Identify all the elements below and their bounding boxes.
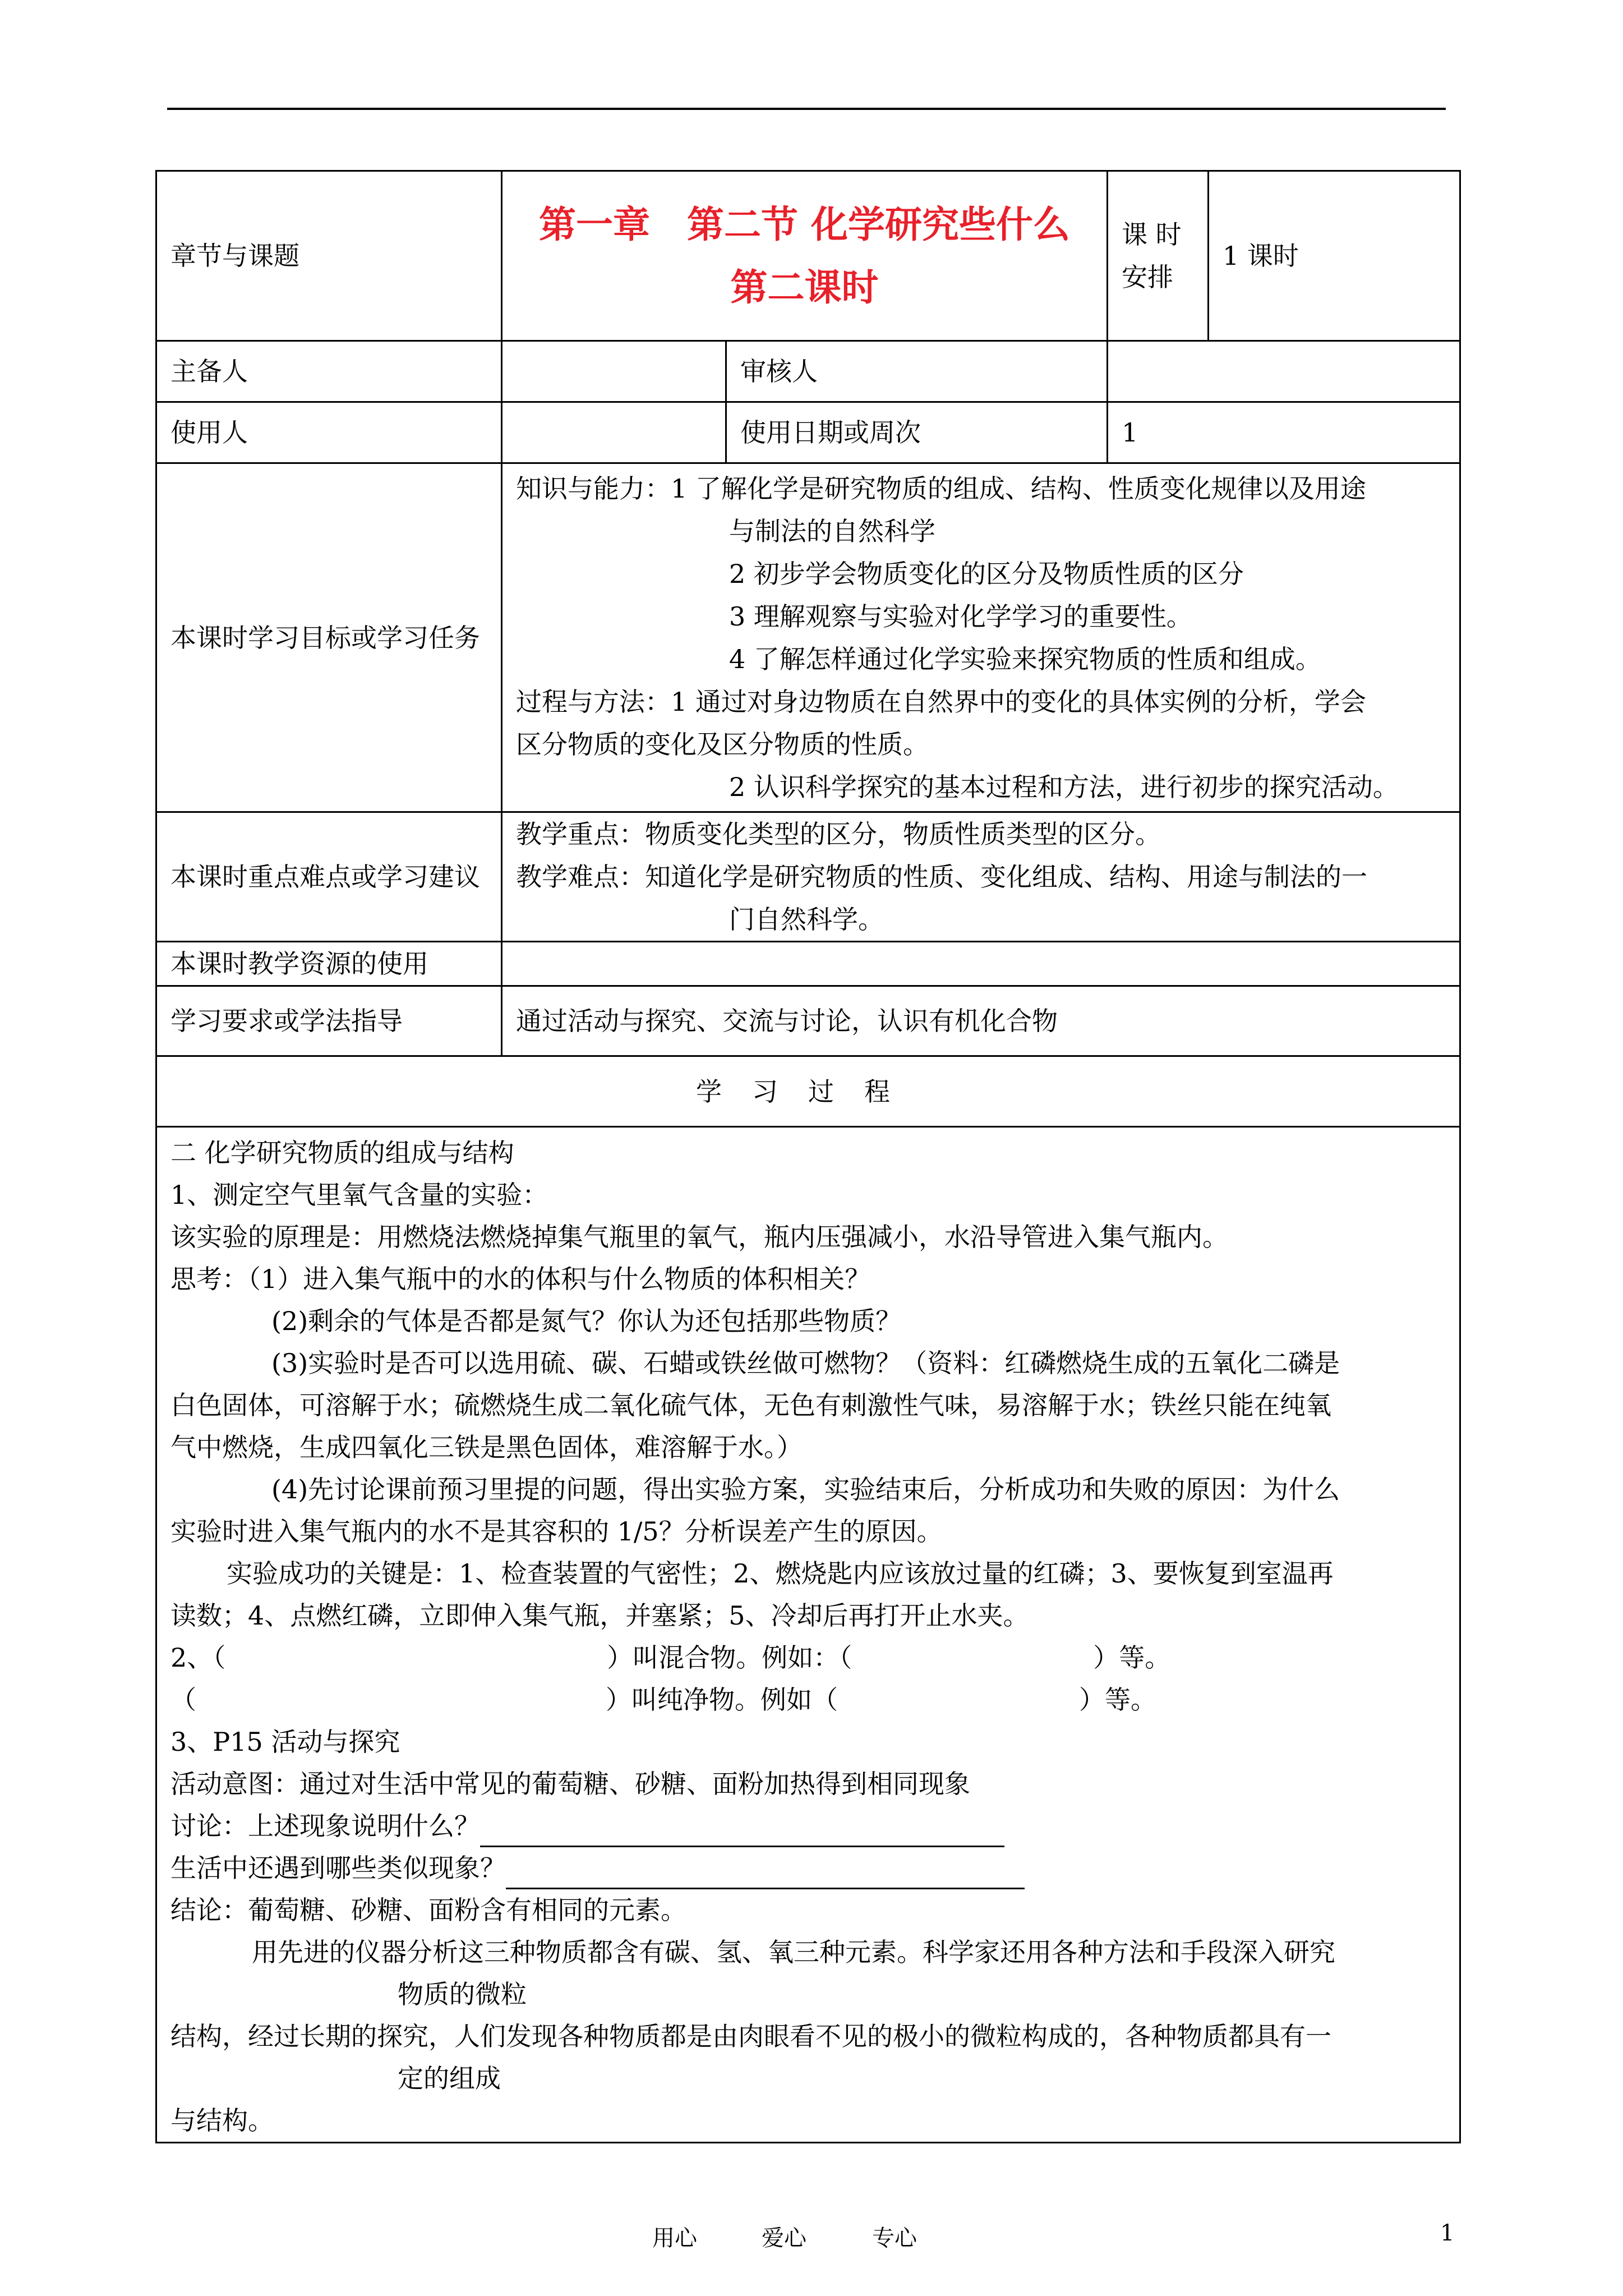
key-point-line: 教学重点：物质变化类型的区分，物质性质类型的区分。 — [516, 819, 1161, 849]
usage-date-value: 1 — [1108, 402, 1460, 463]
objective-line: 与制法的自然科学 — [729, 516, 935, 546]
process-line: 该实验的原理是：用燃烧法燃烧掉集气瓶里的氧气，瓶内压强减小，水沿导管进入集气瓶内。 — [170, 1222, 1228, 1252]
activity-title: 3、P15 活动与探究 — [170, 1727, 400, 1757]
preparer-label: 主备人 — [156, 341, 502, 402]
objective-line: 2 认识科学探究的基本过程和方法，进行初步的探究活动。 — [729, 771, 1399, 802]
row-preparer — [156, 341, 1460, 402]
life-answer-blank[interactable] — [506, 1856, 1025, 1889]
row-objectives — [156, 463, 1460, 812]
process-line: (4)先讨论课前预习里提的问题，得出实验方案，实验结束后，分析成功和失败的原因：为什么 — [271, 1474, 1340, 1504]
pure-prefix: （ — [170, 1685, 196, 1715]
reviewer-value — [1108, 341, 1460, 402]
guidance-label: 学习要求或学法指导 — [156, 986, 502, 1056]
pure-mid: ）叫纯净物。例如（ — [606, 1685, 838, 1715]
header-rule — [167, 108, 1446, 110]
process-tail-line: 用先进的仪器分析这三种物质都含有碳、氢、氧三种元素。科学家还用各种方法和手段深入研究 — [252, 1937, 1335, 1967]
time-arrangement-label — [1108, 171, 1209, 341]
key-points-label: 本课时重点难点或学习建议 — [156, 812, 502, 942]
footer-middle: 爱心 — [762, 2225, 806, 2251]
footer-left: 用心 — [652, 2225, 697, 2251]
mixture-line — [170, 1637, 1446, 1679]
objectives-label: 本课时学习目标或学习任务 — [156, 463, 502, 812]
row-process-header — [156, 1056, 1460, 1127]
process-line: 思考：（1）进入集气瓶中的水的体积与什么物质的体积相关？ — [170, 1264, 871, 1294]
discuss-label: 讨论：上述现象说明什么？ — [170, 1811, 480, 1841]
key-points-content — [502, 812, 1460, 942]
row-guidance — [156, 986, 1460, 1056]
objective-line: 3 理解观察与实验对化学学习的重要性。 — [729, 601, 1192, 632]
process-line: 实验时进入集气瓶内的水不是其容积的 1/5？分析误差产生的原因。 — [170, 1516, 943, 1547]
time-label-line2: 安排 — [1122, 262, 1174, 292]
user-value — [502, 402, 726, 463]
user-label: 使用人 — [156, 402, 502, 463]
footer-right: 专心 — [872, 2225, 917, 2251]
discuss-line — [170, 1805, 1446, 1847]
pure-line — [170, 1679, 1446, 1721]
process-tail-line: 与结构。 — [170, 2105, 274, 2136]
lesson-title-line2: 第二课时 — [730, 265, 879, 309]
objective-line: 知识与能力：1 了解化学是研究物质的组成、结构、性质变化规律以及用途 — [516, 473, 1366, 504]
preparer-value — [502, 341, 726, 402]
usage-date-label: 使用日期或周次 — [726, 402, 1108, 463]
key-point-line: 门自然科学。 — [729, 904, 884, 935]
process-tail-line: 结构，经过长期的探究，人们发现各种物质都是由肉眼看不见的极小的微粒构成的，各种物质都具有一 — [170, 2021, 1331, 2051]
process-tail-line: 定的组成 — [398, 2063, 501, 2093]
process-content — [156, 1127, 1460, 2143]
lesson-title-line1: 第一章 第二节 化学研究些什么 — [539, 203, 1070, 246]
resources-label: 本课时教学资源的使用 — [156, 942, 502, 986]
life-line — [170, 1847, 1446, 1889]
mixture-prefix: 2、（ — [170, 1642, 226, 1673]
conclusion-line: 结论：葡萄糖、砂糖、面粉含有相同的元素。 — [170, 1895, 686, 1925]
row-resources — [156, 942, 1460, 986]
objective-line: 区分物质的变化及区分物质的性质。 — [516, 729, 929, 760]
objectives-content — [502, 463, 1460, 812]
process-line: (2)剩余的气体是否都是氮气？你认为还包括那些物质？ — [271, 1306, 902, 1336]
row-chapter-topic — [156, 171, 1460, 341]
mixture-mid: ）叫混合物。例如：（ — [607, 1642, 852, 1673]
process-tail-line: 物质的微粒 — [398, 1979, 527, 2009]
lesson-plan-table — [155, 170, 1461, 2143]
page-number: 1 — [1440, 2220, 1455, 2246]
process-line: (3)实验时是否可以选用硫、碳、石蜡或铁丝做可燃物？（资料：红磷燃烧生成的五氧化二磷是 — [271, 1348, 1340, 1378]
time-arrangement-value: 1 课时 — [1209, 171, 1460, 341]
objective-line: 4 了解怎样通过化学实验来探究物质的性质和组成。 — [729, 643, 1321, 674]
row-process — [156, 1127, 1460, 2143]
row-user — [156, 402, 1460, 463]
row-key-points — [156, 812, 1460, 942]
pure-end: ）等。 — [1079, 1685, 1156, 1715]
process-line: 1、测定空气里氧气含量的实验： — [170, 1180, 548, 1210]
time-label-line1: 课 时 — [1122, 219, 1182, 250]
process-line: 白色固体，可溶解于水；硫燃烧生成二氧化硫气体，无色有刺激性气味，易溶解于水；铁丝只能在纯氧 — [170, 1390, 1331, 1420]
mixture-end: ）等。 — [1093, 1642, 1171, 1673]
process-header: 学习过程 — [156, 1056, 1460, 1127]
reviewer-label: 审核人 — [726, 341, 1108, 402]
life-label: 生活中还遇到哪些类似现象？ — [170, 1853, 506, 1883]
process-line: 实验成功的关键是：1、检查装置的气密性；2、燃烧匙内应该放过量的红磷；3、要恢复到室温再 — [227, 1558, 1334, 1589]
guidance-value: 通过活动与探究、交流与讨论，认识有机化合物 — [502, 986, 1460, 1056]
chapter-topic-label: 章节与课题 — [156, 171, 502, 341]
resources-value — [502, 942, 1460, 986]
objective-line: 2 初步学会物质变化的区分及物质性质的区分 — [729, 558, 1244, 589]
lesson-title-cell — [502, 171, 1108, 341]
key-point-line: 教学难点：知道化学是研究物质的性质、变化组成、结构、用途与制法的一 — [516, 862, 1367, 892]
process-line: 二 化学研究物质的组成与结构 — [170, 1138, 514, 1168]
process-line: 读数；4、点燃红磷，立即伸入集气瓶，并塞紧；5、冷却后再打开止水夹。 — [170, 1600, 1029, 1631]
activity-intent: 活动意图：通过对生活中常见的葡萄糖、砂糖、面粉加热得到相同现象 — [170, 1769, 970, 1799]
discuss-answer-blank[interactable] — [480, 1814, 1004, 1847]
objective-line: 过程与方法：1 通过对身边物质在自然界中的变化的具体实例的分析，学会 — [516, 686, 1366, 717]
process-line: 气中燃烧，生成四氧化三铁是黑色固体，难溶解于水。） — [170, 1432, 803, 1462]
